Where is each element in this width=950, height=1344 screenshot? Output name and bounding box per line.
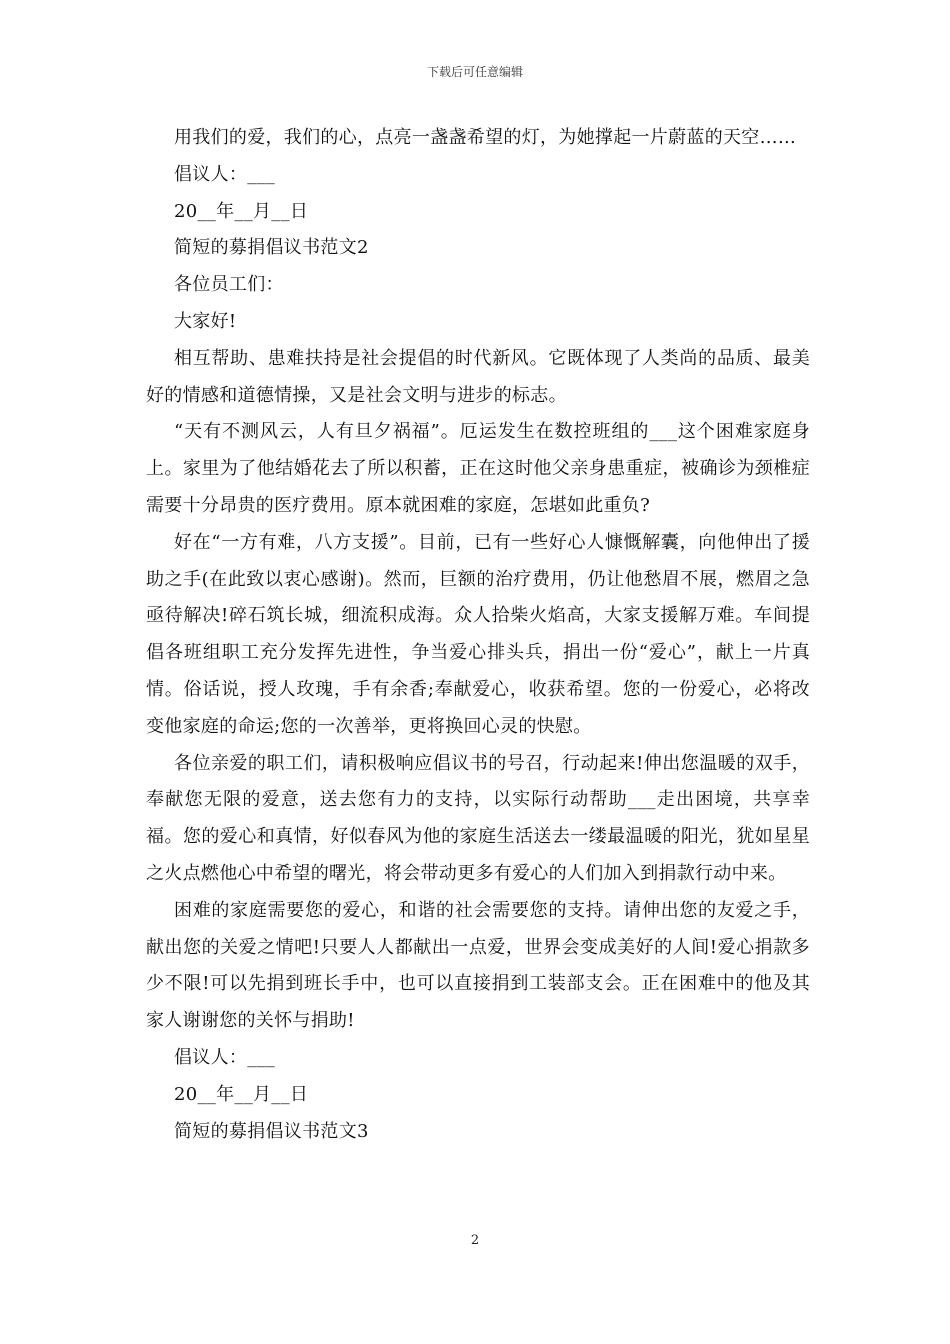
paragraph-closing-line: 用我们的爱，我们的心，点亮一盏盏希望的灯，为她撑起一片蔚蓝的天空……	[174, 127, 797, 148]
document-body	[146, 120, 810, 1150]
paragraph-intro: 相互帮助、患难扶持是社会提倡的时代新风。它既体现了人类尚的品质、最美好的情感和道德情操，又是社会文明与进步的标志。	[146, 347, 810, 406]
greeting: 大家好!	[174, 310, 237, 332]
salutation: 各位员工们：	[174, 274, 284, 296]
signature-proposer-1: 倡议人：___	[174, 163, 276, 185]
signature-proposer-2: 倡议人：___	[174, 1046, 276, 1068]
page-header: 下载后可任意编辑	[426, 65, 523, 79]
page-number: 2	[470, 1233, 480, 1248]
paragraph-support: 好在“一方有难，八方支援”。目前，已有一些好心人慷慨解囊，向他伸出了援助之手(在此致以衷心感谢)。然而，巨额的治疗费用，仍让他愁眉不展，燃眉之急亟待解决!碎石筑长城，细流积成海。众人拾柴火焰高，大家支援解万难。车间提倡各班组职工充分发挥先进性，争当爱心排头兵，捐出一份“爱心”，献上一片真情。俗话说，授人玫瑰，手有余香;奉献爱心，收获希望。您的一份爱心，必将改变他家庭的命运;您的一次善举，更将换回心灵的快慰。	[146, 531, 810, 737]
date-line-2: 20__年__月__日	[174, 1083, 309, 1105]
paragraph-appeal: 各位亲爱的职工们，请积极响应倡议书的号召，行动起来!伸出您温暖的双手，奉献您无限的爱意，送去您有力的支持，以实际行动帮助___走出困境，共享幸福。您的爱心和真情，好似春风为他的家庭生活送去一缕最温暖的阳光，犹如星星之火点燃他心中希望的曙光，将会带动更多有爱心的人们加入到捐款行动中来。	[146, 752, 810, 884]
section-title-3: 简短的募捐倡议书范文3	[174, 1120, 369, 1142]
section-title-2: 简短的募捐倡议书范文2	[174, 237, 369, 259]
paragraph-conclusion: 困难的家庭需要您的爱心，和谐的社会需要您的支持。请伸出您的友爱之手，献出您的关爱之情吧!只要人人都献出一点爱，世界会变成美好的人间!爱心捐款多少不限!可以先捐到班长手中，也可以直接捐到工装部支会。正在困难中的他及其家人谢谢您的关怀与捐助!	[146, 899, 810, 1032]
date-line-1: 20__年__月__日	[174, 200, 309, 222]
paragraph-situation: “天有不测风云，人有旦夕祸福”。厄运发生在数控班组的___这个困难家庭身上。家里为了他结婚花去了所以积蓄，正在这时他父亲身患重症，被确诊为颈椎症需要十分昂贵的医疗费用。原本就困难的家庭，怎堪如此重负?	[146, 421, 810, 516]
